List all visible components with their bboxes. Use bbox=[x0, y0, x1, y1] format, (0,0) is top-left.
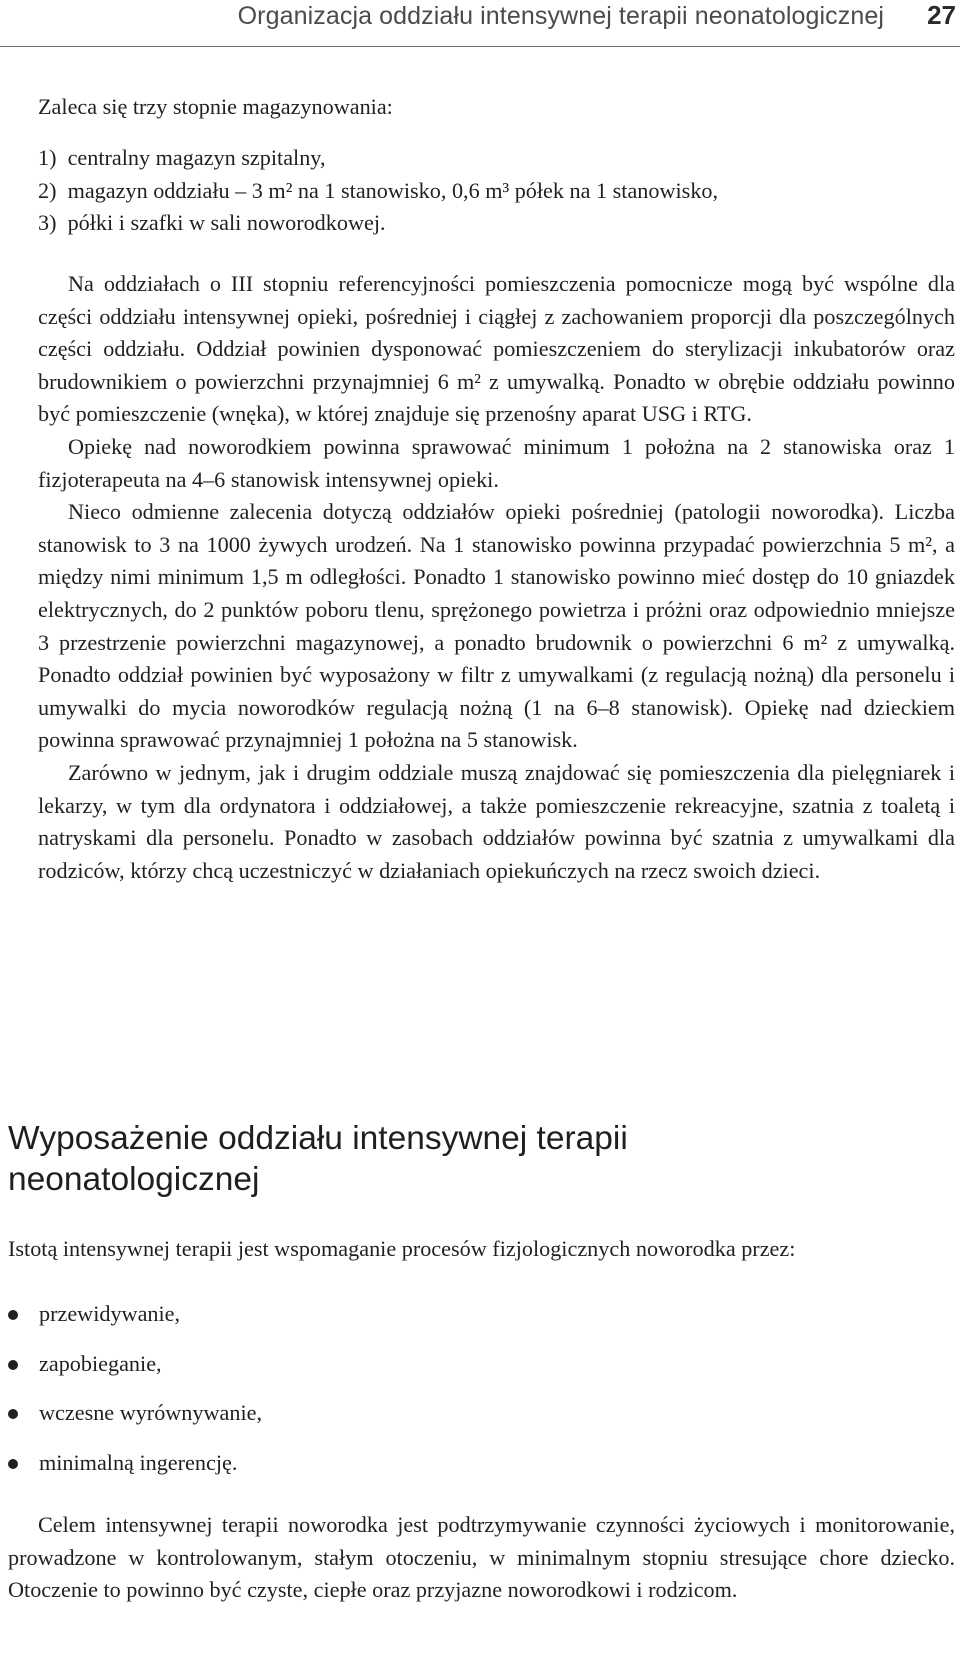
bullet-icon bbox=[8, 1409, 18, 1419]
bullet-item bbox=[8, 1298, 262, 1348]
section-heading-line: neonatologicznej bbox=[8, 1161, 260, 1198]
bullet-icon bbox=[8, 1310, 18, 1320]
paragraph: Celem intensywnej terapii noworodka jest podtrzymywanie czynności życiowych i monitorowanie, prowadzone w kontrolowanym, stałym otoczeniu, w minimalnym stopniu stresujące chore dziecko. Otoczenie to powinno być czyste, ciepłe oraz przyjazne noworodkowi i rodzicom. bbox=[8, 1512, 955, 1603]
bullet-icon bbox=[8, 1459, 18, 1469]
bullet-text: przewidywanie, bbox=[39, 1301, 181, 1326]
bullet-item bbox=[8, 1447, 262, 1497]
running-title: Organizacja oddziału intensywnej terapii neonatologicznej bbox=[237, 2, 884, 30]
paragraph: Na oddziałach o III stopniu referencyjności pomieszczenia pomocnicze mogą być wspólne dla części oddziału intensywnej opieki, pośredniej i ciągłej z zachowaniem proporcji dla poszczególnych części oddziału. Oddział powinien dysponować pomieszczeniem do sterylizacji inkubatorów oraz brudownikiem o powierzchni przynajmniej 6 m² z umywalką. Ponadto w obrębie oddziału powinno być pomieszczenie (wnęka), w której znajduje się przenośny aparat USG i RTG. bbox=[38, 271, 955, 427]
section-intro: Istotą intensywnej terapii jest wspomaganie procesów fizjologicznych noworodka przez: bbox=[8, 1236, 796, 1261]
section-heading bbox=[8, 1118, 955, 1200]
bullet-text: minimalną ingerencję. bbox=[39, 1449, 238, 1475]
bullet-text: wczesne wyrównywanie, bbox=[39, 1400, 263, 1425]
main-text bbox=[38, 268, 955, 887]
storage-item: 1) centralny magazyn szpitalny, bbox=[38, 145, 326, 170]
storage-list bbox=[38, 142, 955, 240]
page-number: 27 bbox=[927, 0, 956, 30]
bullet-item bbox=[8, 1348, 262, 1398]
paragraph: Opiekę nad noworodkiem powinna sprawować minimum 1 położna na 2 stanowiska oraz 1 fizjoterapeuta na 4–6 stanowisk intensywnej opieki. bbox=[38, 433, 955, 492]
paragraph: Zarówno w jednym, jak i drugim oddziale muszą znajdować się pomieszczenia dla pielęgniarek i lekarzy, w tym dla ordynatora i oddziałowej, a także pomieszczenie rekreacyjne, szatnia z toaletą i natryskami dla personelu. Ponadto w zasobach oddziałów powinna być szatnia z umywalkami dla rodziców, którzy chcą uczestniczyć w działaniach opiekuńczych na rzecz swoich dzieci. bbox=[38, 759, 955, 883]
storage-item: 2) magazyn oddziału – 3 m² na 1 stanowisko, 0,6 m³ półek na 1 stanowisko, bbox=[38, 177, 719, 203]
section-heading-line: Wyposażenie oddziału intensywnej terapii bbox=[8, 1120, 628, 1157]
bullet-text: zapobieganie, bbox=[39, 1350, 162, 1376]
closing-text bbox=[8, 1509, 955, 1607]
running-header bbox=[0, 0, 960, 47]
bullet-icon bbox=[8, 1360, 18, 1370]
storage-item: 3) półki i szafki w sali noworodkowej. bbox=[38, 210, 386, 236]
paragraph: Nieco odmienne zalecenia dotyczą oddziałów opieki pośredniej (patologii noworodka). Liczba stanowisk to 3 na 1000 żywych urodzeń. Na 1 stanowisko powinna przypadać powierzchnia 5 m², a między nimi minimum 1,5 m odległości. Ponadto 1 stanowisko powinno mieć dostęp do 10 gniazdek elektrycznych, do 2 punktów poboru tlenu, sprężonego powietrza i próżni oraz odpowiednio mniejsze 3 przestrzenie powierzchni magazynowej, a ponadto brudownik o powierzchni 6 m² z umywalką. Ponadto oddział powinien być wyposażony w filtr z umywalkami (z regulacją nożną) dla personelu i umywalki do mycia noworodków regulacją nożną (1 na 6–8 stanowisk). Opiekę nad dzieckiem powinna sprawować przynajmniej 1 położna na 5 stanowisk. bbox=[38, 499, 955, 753]
bullet-item bbox=[8, 1397, 262, 1447]
storage-intro: Zaleca się trzy stopnie magazynowania: bbox=[38, 94, 393, 119]
bullet-list bbox=[8, 1298, 262, 1496]
